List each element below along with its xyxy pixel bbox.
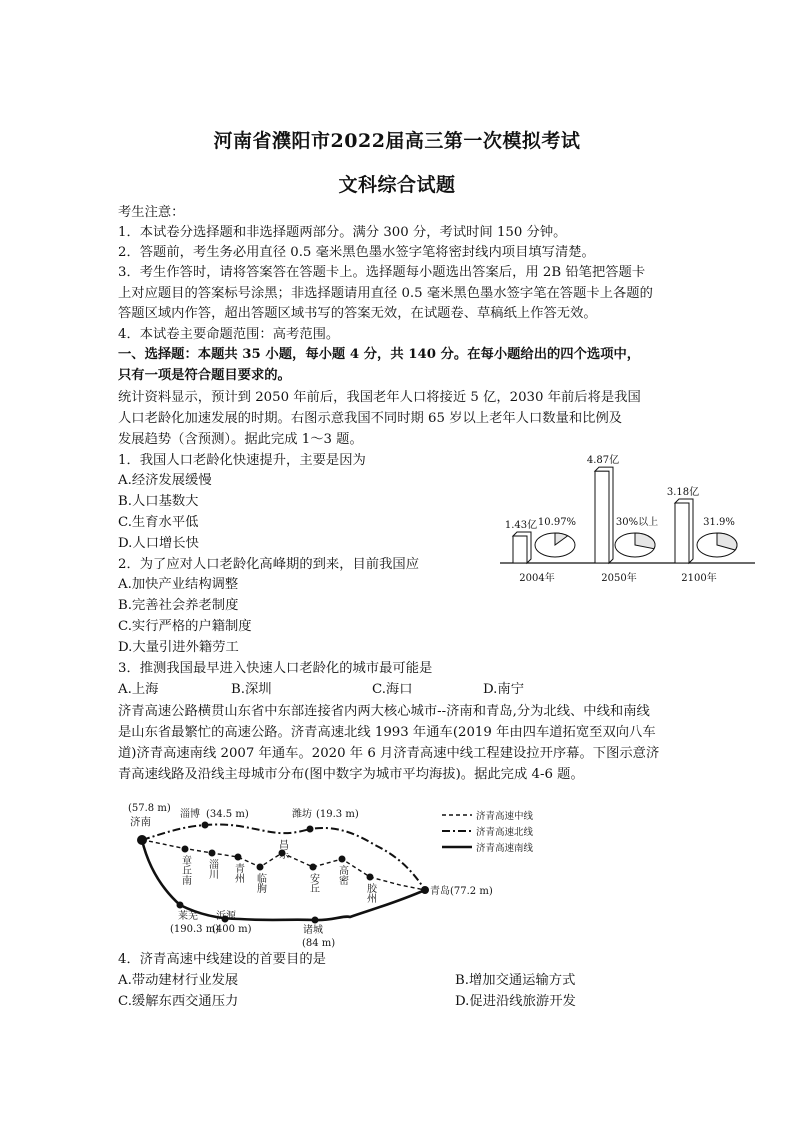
bar xyxy=(675,503,689,563)
city-dot-zichuan xyxy=(209,850,216,857)
expressway-map xyxy=(120,795,550,950)
passage-line: 人口老龄化加速发展的时期。右图示意我国不同时期 65 岁以上老年人口数量和比例及 xyxy=(118,411,623,426)
option: C.缓解东西交通压力 xyxy=(118,994,239,1009)
question-stem: 3．推测我国最早进入快速人口老龄化的城市最可能是 xyxy=(118,661,433,676)
city-dot-gaomi xyxy=(339,856,346,863)
bar-value-label: 1.43亿 xyxy=(504,520,538,532)
passage-line: 是山东省最繁忙的高速公路。济青高速北线 1993 年通车(2019 年由四车道拓宽至双向八车 xyxy=(118,725,656,740)
option: A.加快产业结构调整 xyxy=(118,577,239,592)
legend-south: 济青高速南线 xyxy=(476,843,534,854)
notice-heading: 考生注意： xyxy=(118,205,185,220)
yiyuan-elev: (400 m) xyxy=(212,924,252,935)
weifang-elev: (19.3 m) xyxy=(316,809,359,820)
notice-item: 4．本试卷主要命题范围：高考范围。 xyxy=(118,327,340,342)
legend-middle: 济青高速中线 xyxy=(476,811,534,822)
pie-ratio-label: 31.9% xyxy=(703,517,735,528)
zibo-label: 淄博 xyxy=(180,809,200,820)
changle-label: 昌乐 xyxy=(276,839,288,859)
notice-item: 2．答题前，考生务必用直径 0.5 毫米黑色墨水签字笔将密封线内项目填写清楚。 xyxy=(118,245,595,260)
qingdao-label: 青岛(77.2 m) xyxy=(430,886,493,897)
city-dot-qingzhou xyxy=(235,854,242,861)
qingzhou-label: 青州 xyxy=(232,863,244,883)
passage-line: 发展趋势（含预测）。据此完成 1～3 题。 xyxy=(118,432,363,447)
laiwu-elev: (190.3 m) xyxy=(170,924,220,935)
gaomi-label: 高密 xyxy=(336,865,348,885)
option: D.促进沿线旅游开发 xyxy=(455,994,576,1009)
section-heading: 只有一项是符合题目要求的。 xyxy=(118,368,291,383)
page-subtitle: 文科综合试题 xyxy=(338,174,456,196)
notice-item: 3．考生作答时，请将答案答在答题卡上。选择题每小题选出答案后，用 2B 铅笔把答题卡 xyxy=(118,265,646,280)
notice-item: 上对应题目的答案标号涂黑；非选择题请用直径 0.5 毫米黑色墨水签字笔在答题卡上各题的 xyxy=(118,286,653,301)
anqiu-label: 安丘 xyxy=(307,873,319,893)
x-tick-label: 2004年 xyxy=(519,573,555,584)
passage-line: 济青高速公路横贯山东省中东部连接省内两大核心城市--济南和青岛,分为北线、中线和南线 xyxy=(118,704,650,719)
question-stem: 4．济青高速中线建设的首要目的是 xyxy=(118,952,326,967)
option: B.完善社会养老制度 xyxy=(118,598,239,613)
city-dot-linqu xyxy=(257,864,264,871)
aging-chart xyxy=(495,443,760,588)
zibo-elev: (34.5 m) xyxy=(206,809,249,820)
pie-ratio-label: 30%以上 xyxy=(615,517,659,528)
city-dot-jinan xyxy=(137,835,147,845)
option: D.人口增长快 xyxy=(118,536,199,551)
option: D.大量引进外籍劳工 xyxy=(118,640,239,655)
question-stem: 1．我国人口老龄化快速提升，主要是因为 xyxy=(118,453,366,468)
bar xyxy=(513,536,527,563)
notice-item: 1．本试卷分选择题和非选择题两部分。满分 300 分，考试时间 150 分钟。 xyxy=(118,225,567,240)
legend-north: 济青高速北线 xyxy=(476,827,534,838)
option: A.带动建材行业发展 xyxy=(118,973,239,988)
laiwu-label: 莱芜 xyxy=(178,911,198,922)
yiyuan-label: 沂源 xyxy=(216,911,236,922)
pie-ratio-label: 10.97% xyxy=(537,517,577,528)
passage-line: 统计资料显示，预计到 2050 年前后，我国老年人口将接近 5 亿，2030 年前后将是我国 xyxy=(118,390,641,405)
city-dot-laiwu xyxy=(177,902,184,909)
x-tick-label: 2050年 xyxy=(601,573,637,584)
weifang-label: 潍坊 xyxy=(292,809,312,820)
option: C.实行严格的户籍制度 xyxy=(118,619,252,634)
question-stem: 2．为了应对人口老龄化高峰期的到来，目前我国应 xyxy=(118,557,419,572)
city-dot-jiaozhou xyxy=(367,874,374,881)
zhangqiu-label: 章丘南 xyxy=(179,855,191,885)
bar-value-label: 4.87亿 xyxy=(586,455,620,467)
option: A.上海 xyxy=(118,682,159,697)
option: C.生育水平低 xyxy=(118,515,199,530)
city-dot-weifang xyxy=(307,826,314,833)
city-dot-zhucheng xyxy=(312,917,319,924)
option: A.经济发展缓慢 xyxy=(118,473,212,488)
section-heading: 一、选择题：本题共 35 小题，每小题 4 分，共 140 分。在每小题给出的四个选项中， xyxy=(118,347,641,362)
passage-line: 青高速线路及沿线主母城市分布(图中数字为城市平均海拔)。据此完成 4-6 题。 xyxy=(118,767,584,782)
bar xyxy=(595,471,609,563)
option: B.人口基数大 xyxy=(118,494,199,509)
option: C.海口 xyxy=(372,682,413,697)
option: B.增加交通运输方式 xyxy=(455,973,576,988)
x-tick-label: 2100年 xyxy=(681,573,717,584)
city-dot-zibo xyxy=(202,822,209,829)
jinan-elev: (57.8 m) xyxy=(128,803,171,814)
bar-value-label: 3.18亿 xyxy=(666,487,700,498)
page-title: 河南省濮阳市2022届高三第一次模拟考试 xyxy=(213,130,581,152)
jinan-label: 济南 xyxy=(130,816,151,828)
zhucheng-label: 诸城 xyxy=(303,925,323,936)
city-dot-anqiu xyxy=(310,864,317,871)
option: B.深圳 xyxy=(231,682,272,697)
notice-item: 答题区域内作答，超出答题区域书写的答案无效，在试题卷、草稿纸上作答无效。 xyxy=(118,306,597,321)
city-dot-qingdao xyxy=(421,886,429,894)
option: D.南宁 xyxy=(483,682,525,697)
zhucheng-elev: (84 m) xyxy=(302,938,336,949)
city-dot-zhangqiu xyxy=(182,846,189,853)
linqu-label: 临朐 xyxy=(254,873,266,893)
passage-line: 道)济青高速南线 2007 年通车。2020 年 6 月济青高速中线工程建设拉开序幕。下图示意济 xyxy=(118,746,660,761)
jiaozhou-label: 胶州 xyxy=(364,883,376,903)
zichuan-label: 淄川 xyxy=(206,859,218,879)
